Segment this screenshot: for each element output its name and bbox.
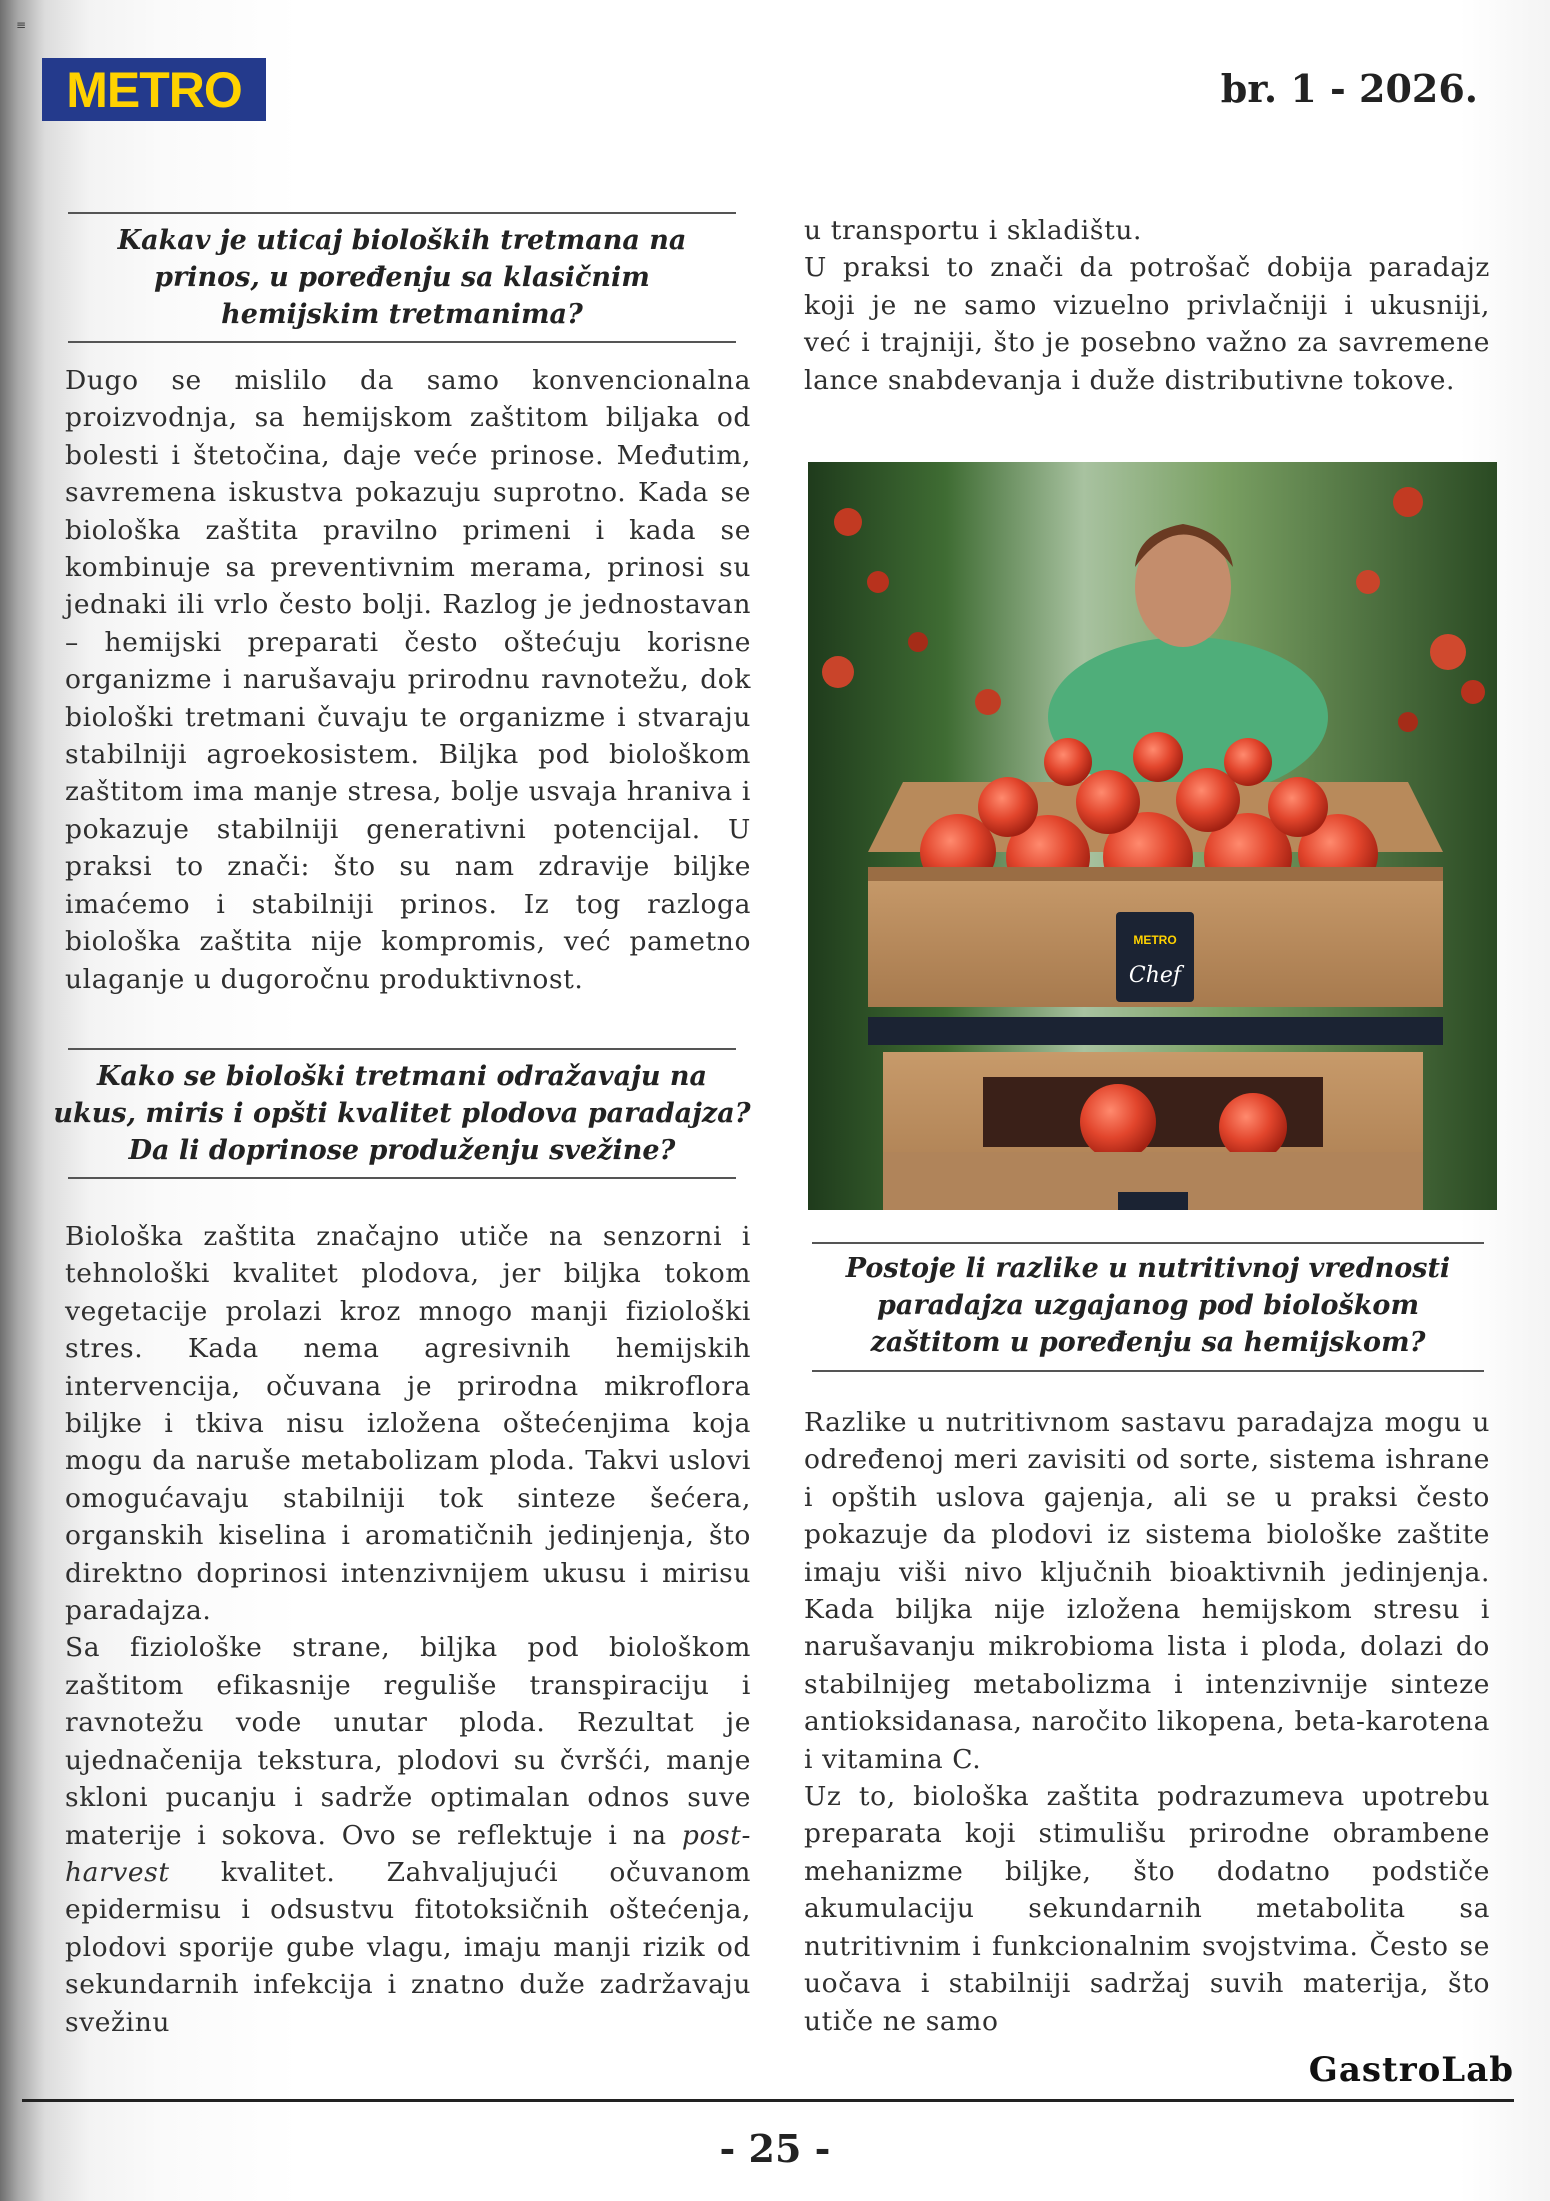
italic-term: post-harvest	[65, 1819, 751, 1888]
crate-logo-top: METRO	[1133, 933, 1177, 947]
divider	[812, 1370, 1484, 1372]
text-run: kvalitet. Zahvaljujući očuvanom epidermisu i odsustvu fitotoksičnih oštećenja, plodovi sporije gube vlagu, imaju manji rizik od sekundarnih infekcija i znatno duže zadržavaju svežinu	[65, 1856, 751, 2038]
question-heading-3	[792, 1250, 1504, 1361]
footer-divider	[22, 2099, 1514, 2102]
crate-logo-bottom: Chef	[1128, 963, 1182, 988]
menu-icon[interactable]: ≡	[16, 18, 27, 32]
paragraph: U praksi to znači da potrošač dobija paradajz koji je ne samo vizuelno privlačniji i ukusniji, već i trajniji, što je posebno važno za savremene lance snabdevanja i duže distributivne tokove.	[804, 252, 1490, 396]
article-column-left-1	[65, 362, 751, 998]
paragraph: u transportu i skladištu.	[804, 215, 1143, 246]
question-line: Da li doprinose produženju svežine?	[128, 1135, 676, 1166]
paragraph: Biološka zaštita značajno utiče na senzorni i tehnološki kvalitet plodova, jer biljka tokom vegetacije prolazi kroz mnogo manji fiziološki stres. Kada nema agresivnih hemijskih intervencija, očuvana je prirodna mikroflora biljke i tkiva nisu izložena oštećenjima koja mogu da naruše metabolizam ploda. Takvi uslovi omogućavaju stabilniji tok sinteze šećera, organskih kiselina i aromatičnih jedinjenja, što direktno doprinosi intenzivnijem ukusu i mirisu paradajza.	[65, 1221, 751, 1627]
gastrolab-brand: GastroLab	[1308, 2050, 1514, 2090]
issue-number: br. 1 - 2026.	[1220, 66, 1478, 111]
paragraph	[65, 1629, 751, 2040]
metro-logo	[42, 58, 266, 121]
question-line: zaštitom u poređenju sa hemijskom?	[870, 1327, 1426, 1358]
photo-illustration	[808, 462, 1497, 1210]
question-line: Kakav je uticaj bioloških tretmana na	[117, 225, 687, 256]
divider	[68, 212, 736, 214]
divider	[812, 1242, 1484, 1244]
question-line: hemijskim tretmanima?	[221, 299, 583, 330]
question-heading-1	[40, 222, 764, 333]
tomato-crate-photo	[808, 462, 1497, 1210]
paragraph: Uz to, biološka zaštita podrazumeva upotrebu preparata koji stimulišu prirodne obrambene mehanizme biljke, što dodatno podstiče akumulaciju sekundarnih metabolita sa nutritivnim i funkcionalnim svojstvima. Često se uočava i stabilniji sadržaj suvih materija, što utiče ne samo	[804, 1781, 1490, 2037]
question-line: ukus, miris i opšti kvalitet plodova paradajza?	[53, 1098, 751, 1129]
logo-text: METRO	[66, 61, 242, 118]
article-column-left-2	[65, 1218, 751, 2041]
question-line: Kako se biološki tretmani odražavaju na	[96, 1061, 708, 1092]
article-column-right-2	[804, 1404, 1490, 2040]
question-heading-2	[40, 1058, 764, 1169]
divider	[68, 1177, 736, 1179]
question-line: prinos, u poređenju sa klasičnim	[154, 262, 650, 293]
paragraph: Dugo se mislilo da samo konvencionalna proizvodnja, sa hemijskom zaštitom biljaka od bolesti i štetočina, daje veće prinose. Međutim, savremena iskustva pokazuju suprotno. Kada se biološka zaštita pravilno primeni i kada se kombinuje sa preventivnim merama, prinosi su jednaki ili vrlo često bolji. Razlog je jednostavan – hemijski preparati često oštećuju korisne organizme i narušavaju prirodnu ravnotežu, dok biološki tretmani čuvaju te organizme i stvaraju stabilniji agroekosistem. Biljka pod biološkom zaštitom ima manje stresa, bolje usvaja hraniva i pokazuje stabilniji generativni potencijal. U praksi to znači: što su nam zdravije biljke imaćemo i stabilniji prinos. Iz tog razloga biološka zaštita nije kompromis, već pametno ulaganje u dugoročnu produktivnost.	[65, 365, 751, 995]
paragraph: Razlike u nutritivnom sastavu paradajza mogu u određenoj meri zavisiti od sorte, sistema ishrane i opštih uslova gajenja, ali se u praksi često pokazuje da plodovi iz sistema biološke zaštite imaju viši nivo ključnih bioaktivnih jedinjenja. Kada biljka nije izložena hemijskom stresu i narušavanju mikrobioma lista i ploda, dolazi do stabilnijeg metabolizma i intenzivnije sinteze antioksidanasa, naročito likopena, beta-karotena i vitamina C.	[804, 1407, 1490, 1775]
article-column-right-1	[804, 212, 1490, 399]
text-run: Sa fiziološke strane, biljka pod biološkom zaštitom efikasnije reguliše transpiraciju i ravnotežu vode unutar ploda. Rezultat je ujednačenija tekstura, plodovi su čvršći, manje skloni pucanju i sadrže optimalan odnos suve materije i sokova. Ovo se reflektuje i na	[65, 1632, 751, 1851]
question-line: paradajza uzgajanog pod biološkom	[876, 1290, 1420, 1321]
page-number: - 25 -	[719, 2126, 831, 2171]
divider	[68, 1048, 736, 1050]
question-line: Postoje li razlike u nutritivnoj vrednosti	[845, 1253, 1451, 1284]
divider	[68, 341, 736, 343]
